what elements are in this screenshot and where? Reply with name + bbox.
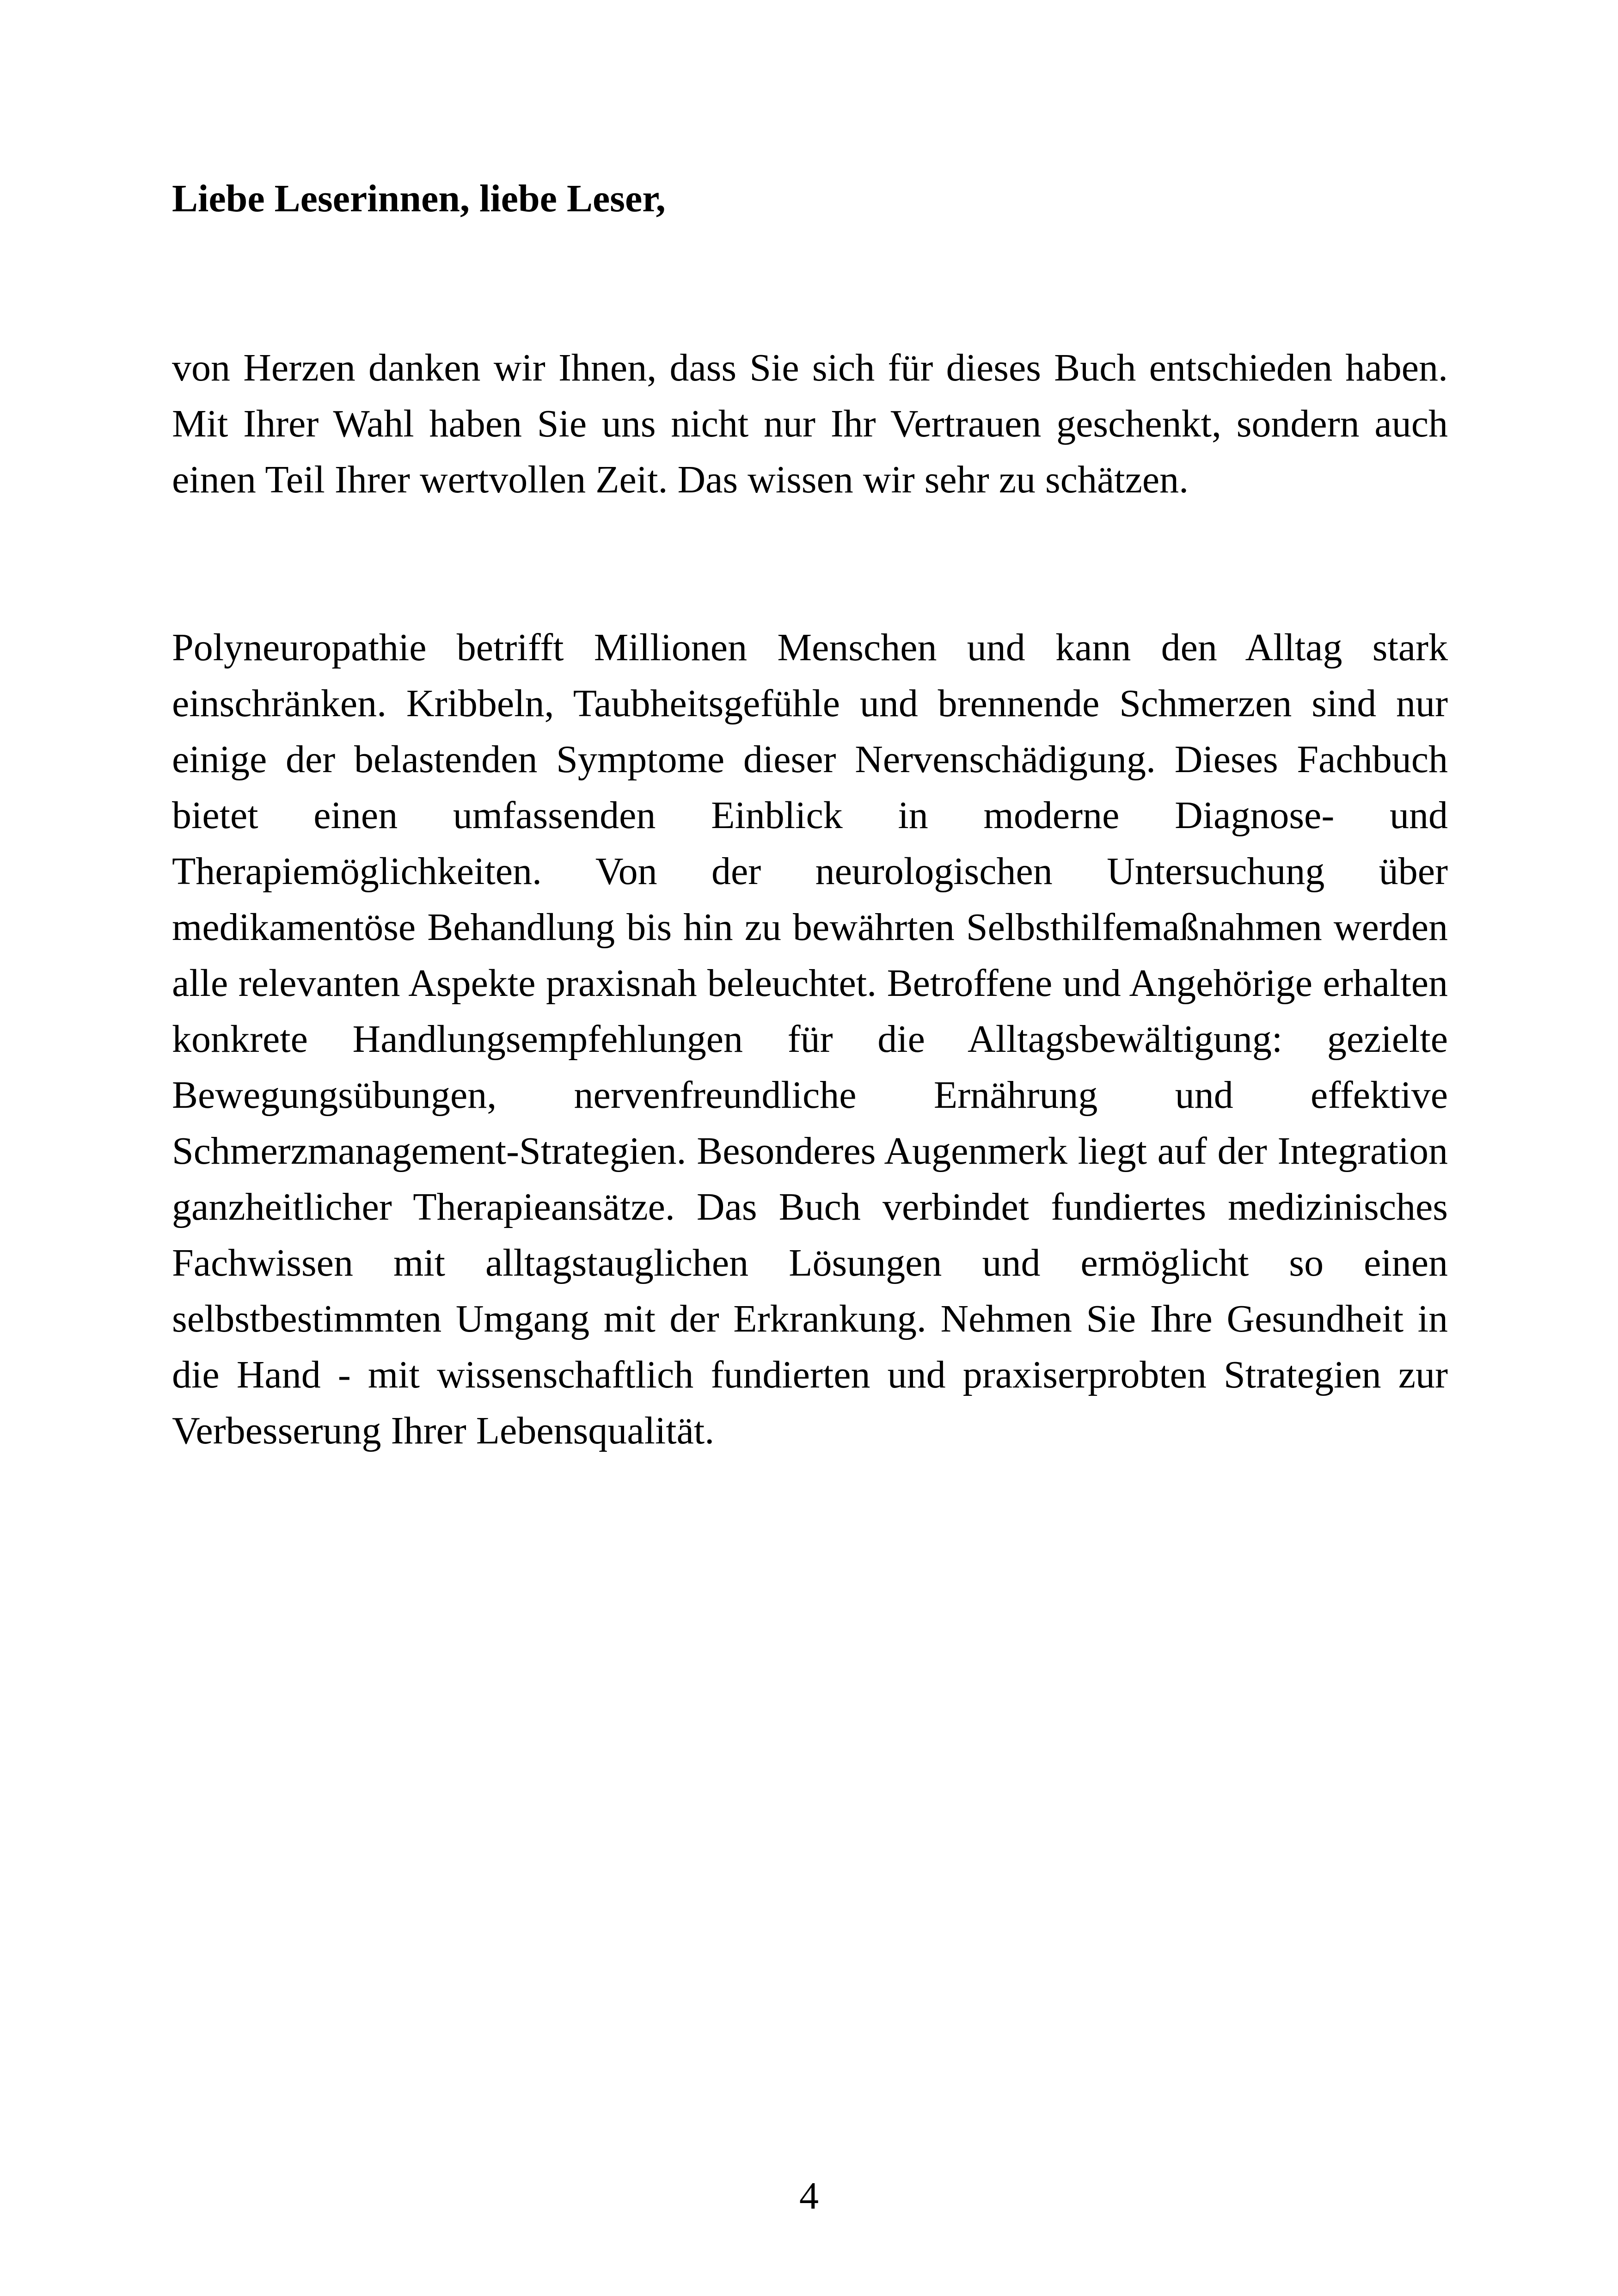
page-number: 4 <box>799 2174 819 2217</box>
paragraph-book-description: Polyneuropathie betrifft Millionen Menschen und kann den Alltag stark einschränken. Kribbeln, Taubheitsgefühle und brennende Schmerzen sind nur einige der belastenden Symptome dieser Nervenschädigung. Dieses Fachbuch bietet einen umfassenden Einblick in moderne Diagnose- und Therapiemöglichkeiten. Von der neurologischen Untersuchung über medikamentöse Behandlung bis hin zu bewährten Selbsthilfemaßnahmen werden alle relevanten Aspekte praxisnah beleuchtet. Betroffene und Angehörige erhalten konkrete Handlungsempfehlungen für die Alltagsbewältigung: gezielte Bewegungsübungen, nervenfreundliche Ernährung und effektive Schmerzmanagement-Strategien. Besonderes Augenmerk liegt auf der Integration ganzheitlicher Therapieansätze. Das Buch verbindet fundiertes medizinisches Fachwissen mit alltagstauglichen Lösungen und ermöglicht so einen selbstbestimmten Umgang mit der Erkrankung. Nehmen Sie Ihre Gesundheit in die Hand - mit wissenschaftlich fundierten und praxiserprobten Strategien zur Verbesserung Ihrer Lebensqualität. <box>172 626 1448 1452</box>
greeting-heading: Liebe Leserinnen, liebe Leser, <box>172 177 666 220</box>
paragraph-thanks: von Herzen danken wir Ihnen, dass Sie sich für dieses Buch entschieden haben. Mit Ihrer Wahl haben Sie uns nicht nur Ihr Vertrauen geschenkt, sondern auch einen Teil Ihrer wertvollen Zeit. Das wissen wir sehr zu schätzen. <box>172 346 1448 501</box>
